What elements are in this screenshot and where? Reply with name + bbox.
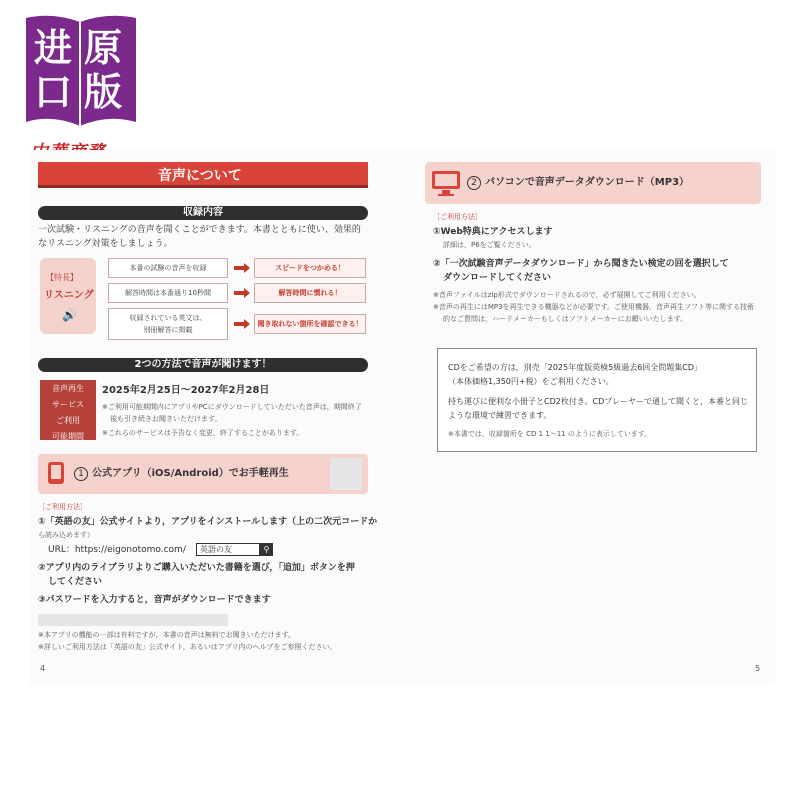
pc-banner xyxy=(425,162,761,204)
period-note-1: ※ご利用可能期間内にアプリやPCにダウンロードしていただいた音声は，期間終了 xyxy=(102,403,362,411)
arrow-right-icon xyxy=(234,288,250,298)
method-number-2: 2 xyxy=(467,176,481,190)
pc-note-3: 的なご質問は，ハードメーカーもしくはソフトメーカーにお願いいたします。 xyxy=(443,315,688,323)
app-title: 公式アプリ（iOS/Android）でお手軽再生 xyxy=(92,468,289,479)
page-number-right: 5 xyxy=(755,664,761,673)
app-step-1a: ①「英語の友」公式サイトより，アプリをインストールします（上の二次元コードか xyxy=(38,517,378,527)
methods-section-title: 2つの方法で音声が聞けます！ xyxy=(134,359,272,370)
pc-usage-label: ［ご利用方法］ xyxy=(433,213,482,221)
smartphone-icon xyxy=(44,460,70,486)
app-url[interactable]: URL：https://eigonotomo.com/ xyxy=(48,545,186,555)
pc-step-1-note: 詳細は，P6をご覧ください。 xyxy=(443,241,536,249)
service-period-label xyxy=(40,380,96,440)
app-banner xyxy=(38,454,368,494)
service-label-line-1: 音声再生 xyxy=(52,384,84,393)
cd-text-3: 持ち運びに便利な小冊子とCD2枚付き。CDプレーヤーで通して聞くと，本番と同じ xyxy=(448,397,748,406)
monitor-icon xyxy=(431,169,461,197)
period-note-2: 後も引き続きお聞きいただけます。 xyxy=(110,415,222,423)
cd-text-4: ような環境で練習できます。 xyxy=(448,411,552,420)
recording-section-head xyxy=(38,206,368,220)
pc-note-2: ※音声の再生にはMP3を再生できる機器などが必要です。ご使用機器，音声再生ソフト等に関する技術 xyxy=(433,303,755,311)
app-step-3: ③パスワードを入力すると，音声がダウンロードできます xyxy=(38,595,271,605)
flow-left-3-line-2: 別冊解答に掲載 xyxy=(143,326,193,334)
pc-step-2b: ダウンロードしてください xyxy=(443,273,552,283)
flow-left-2: 解答時間は本番通り10秒間 xyxy=(108,283,228,303)
qr-code-image xyxy=(330,458,362,490)
app-step-2b: してください xyxy=(48,577,103,587)
cd-text-2: （本体価格1,350円+税）をご利用ください。 xyxy=(448,377,614,386)
cd-text-1: CDをご希望の方は，別売「2025年度版英検5級過去6回全問題集CD」 xyxy=(448,363,703,372)
right-page xyxy=(425,158,765,678)
method-number-1: 1 xyxy=(74,467,88,481)
feature-title: リスニング xyxy=(44,290,94,301)
arrow-right-icon xyxy=(234,263,250,273)
cd-info-box xyxy=(437,348,757,452)
search-input[interactable]: 英語の友 xyxy=(196,543,260,556)
app-step-2a: ②アプリ内のライブラリよりご購入いただいた書籍を選び，「追加」ボタンを押 xyxy=(38,563,355,573)
recording-text-2: なリスニング対策をしましょう。 xyxy=(38,239,173,249)
badge-char-3: 口 xyxy=(34,69,73,114)
book-spread xyxy=(30,150,775,685)
badge-char-4: 版 xyxy=(84,69,123,114)
pc-title: パソコンで音声データダウンロード（MP3） xyxy=(485,177,690,188)
page-title-banner xyxy=(38,162,368,188)
speaker-icon: 🔊 xyxy=(62,308,77,322)
flow-left-3-line-1: 収録されている英文は、 xyxy=(129,314,207,322)
page-number-left: 4 xyxy=(40,664,46,673)
flow-right-1: スピードをつかめる！ xyxy=(254,258,366,278)
methods-section-head xyxy=(38,358,368,372)
app-footnote-1: ※本アプリの機能の一部は有料ですが，本書の音声は無料でお聞きいただけます。 xyxy=(38,631,296,639)
flow-left-3 xyxy=(108,308,228,340)
badge-char-2: 原 xyxy=(84,25,123,70)
page-title: 音声について xyxy=(158,168,242,184)
recording-text-1: 一次試験・リスニングの音声を聞くことができます。本書とともに使い、効果的 xyxy=(38,225,361,235)
flow-right-2: 解答時間に慣れる！ xyxy=(254,283,366,303)
feature-label: 【特長】 xyxy=(46,273,78,282)
period-note-3: ※これらのサービスは予告なく変更，終了することがあります。 xyxy=(102,429,304,437)
app-step-1b: ら読み込めます） xyxy=(38,531,94,539)
service-label-line-2: サービス xyxy=(52,400,84,409)
app-usage-label: ［ご利用方法］ xyxy=(38,503,87,511)
service-label-line-3: ご利用 xyxy=(56,416,80,425)
badge-char-1: 进 xyxy=(34,25,73,70)
cd-text-5: ※本書では，収録箇所を CD 1 1〜11 のように表示しています。 xyxy=(448,430,652,438)
arrow-right-icon xyxy=(234,319,250,329)
pc-step-2a: ②「一次試験音声データダウンロード」から聞きたい検定の回を選択して xyxy=(433,259,729,269)
feature-tag xyxy=(40,258,96,334)
flow-right-3: 聞き取れない箇所を確認できる！ xyxy=(254,314,366,334)
password-image xyxy=(38,614,228,626)
service-period: 2025年2月25日〜2027年2月28日 xyxy=(102,385,270,396)
service-label-line-4: 可能期間 xyxy=(52,432,84,441)
recording-section-title: 収録内容 xyxy=(183,207,223,218)
pc-note-1: ※音声ファイルはzip形式でダウンロードされるので，必ず展開してご利用ください。 xyxy=(433,291,701,299)
flow-left-1: 本番の試験の音声を収録 xyxy=(108,258,228,278)
left-page xyxy=(38,158,393,678)
pc-step-1: ①Web特典にアクセスします xyxy=(433,227,553,237)
magnifier-icon[interactable]: ⚲ xyxy=(260,543,273,556)
app-footnote-2: ※詳しいご利用方法は「英語の友」公式サイト，あるいはアプリ内のヘルプをご参照ください。 xyxy=(38,643,337,651)
original-import-badge xyxy=(22,12,140,134)
